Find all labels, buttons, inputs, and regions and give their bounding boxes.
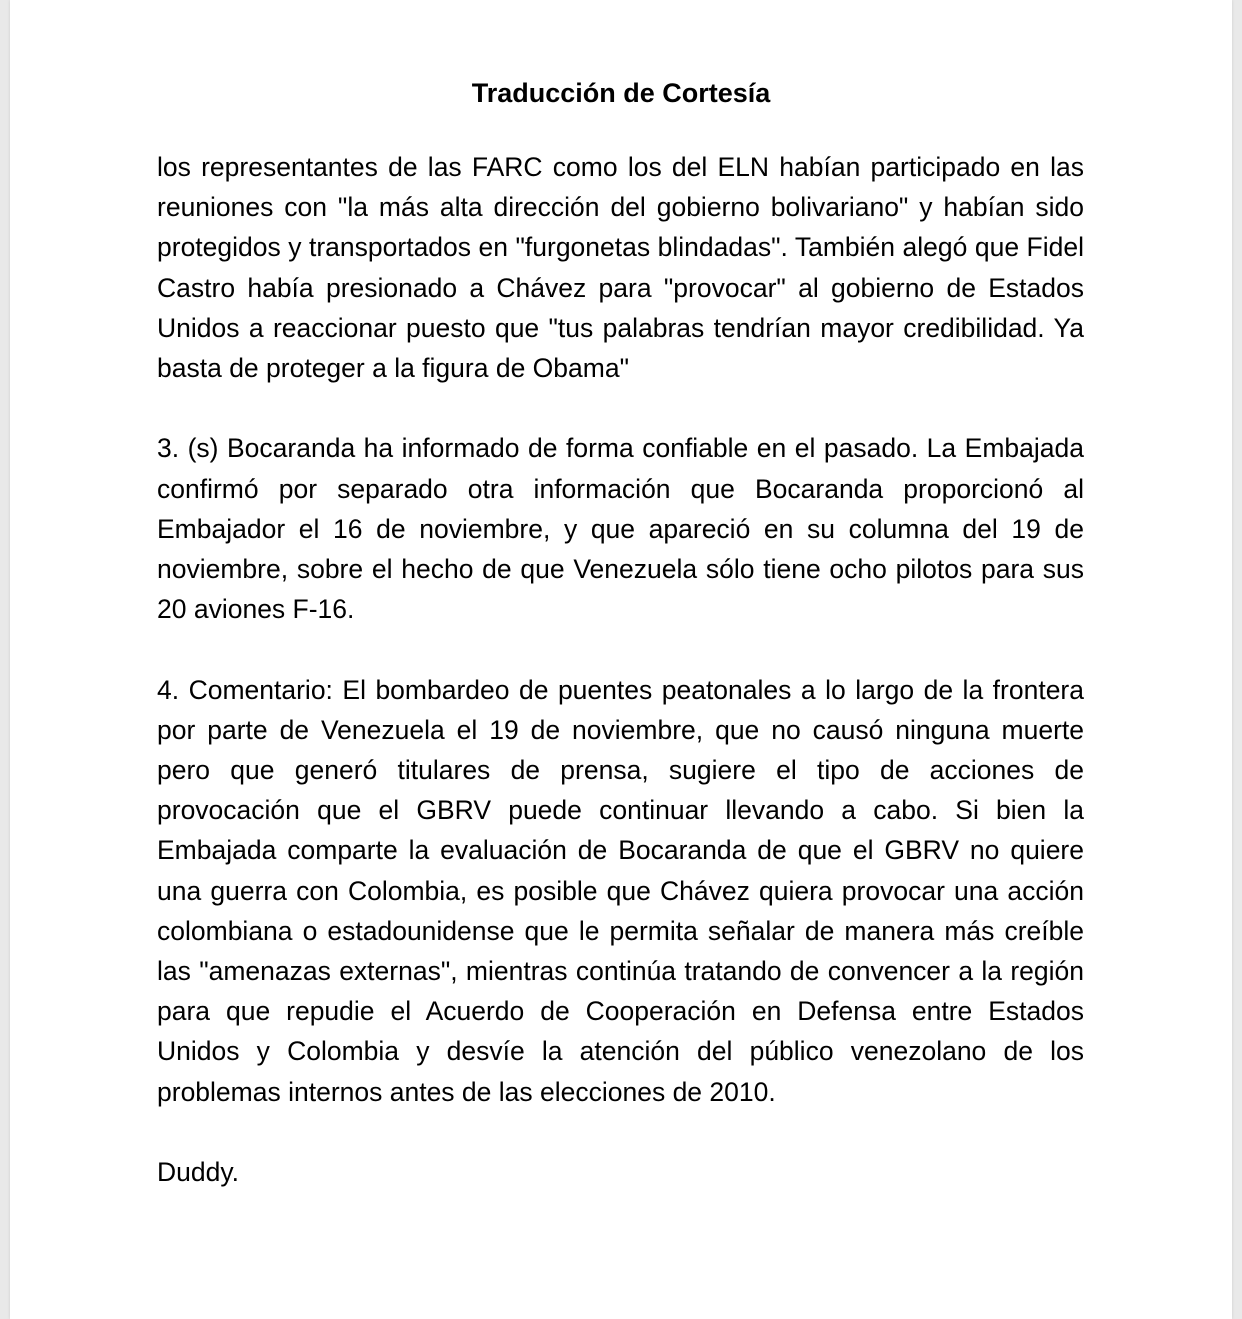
signature-duddy: Duddy. [157, 1157, 239, 1188]
document-title: Traducción de Cortesía [471, 78, 771, 108]
document-body [157, 147, 1084, 1192]
paragraph-4-comentario: 4. Comentario: El bombardeo de puentes peatonales a lo largo de la frontera por parte de Venezuela el 19 de noviembre, que no causó ninguna muerte pero que generó titulares de prensa, sugiere el tipo de acciones de provocación que el GBRV puede continuar llevando a cabo. Si bien la Embajada comparte la evaluación de Bocaranda de que el GBRV no quiere una guerra con Colombia, es posible que Chávez quiera provocar una acción colombiana o estadounidense que le permita señalar de manera más creíble las "amenazas externas", mientras continúa tratando de convencer a la región para que repudie el Acuerdo de Cooperación en Defensa entre Estados Unidos y Colombia y desvíe la atención del público venezolano de los problemas internos antes de las elecciones de 2010. [157, 674, 1084, 1107]
paragraph-farc-eln: los representantes de las FARC como los del ELN habían participado en las reuniones con "la más alta dirección del gobierno bolivariano" y habían sido protegidos y transportados en "furgonetas blindadas". También alegó que Fidel Castro había presionado a Chávez para "provocar" al gobierno de Estados Unidos a reaccionar puesto que "tus palabras tendrían mayor credibilidad. Ya basta de proteger a la figura de Obama" [157, 152, 1084, 384]
document-page [10, 0, 1232, 1319]
paragraph-3-bocaranda: 3. (s) Bocaranda ha informado de forma confiable en el pasado. La Embajada confirmó por separado otra información que Bocaranda proporcionó al Embajador el 16 de noviembre, y que apareció en su columna del 19 de noviembre, sobre el hecho de que Venezuela sólo tiene ocho pilotos para sus 20 aviones F-16. [157, 433, 1084, 625]
